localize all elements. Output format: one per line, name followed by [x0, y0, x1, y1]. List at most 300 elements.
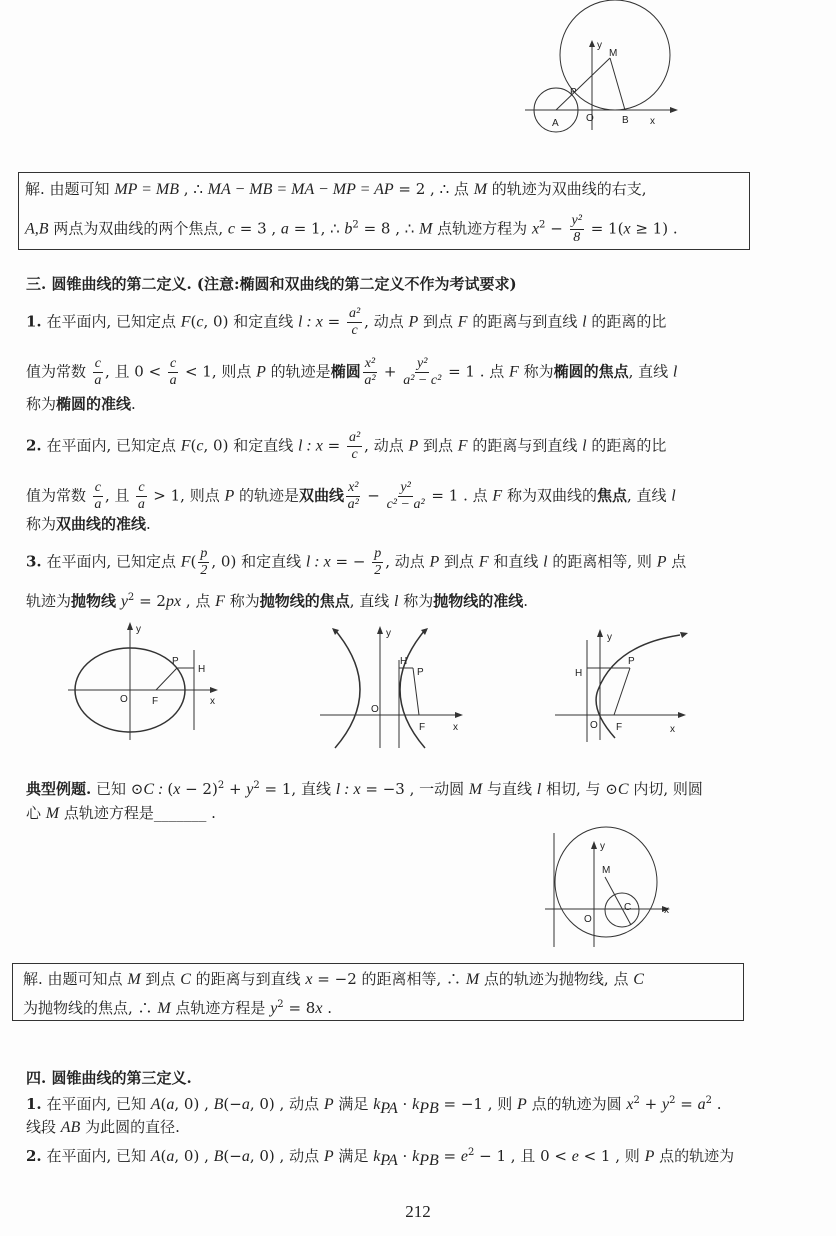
superscript: 2: [705, 1095, 712, 1106]
figure-label: P: [417, 667, 424, 678]
text-line: [26, 1091, 721, 1119]
math-symbol: x: [623, 220, 631, 238]
math-symbol: A,B: [25, 220, 49, 238]
text-run: , 0) , 动点: [249, 1147, 324, 1165]
text-run: = 1 . 点: [443, 362, 510, 381]
math-symbol: a: [166, 1148, 175, 1165]
text-run: (: [190, 436, 197, 455]
figure-label: x: [670, 724, 675, 735]
text-run: 满足: [333, 1095, 374, 1113]
figure-label: O: [590, 720, 598, 731]
text-run: 轨迹为: [26, 592, 72, 610]
text-line: [26, 1117, 180, 1138]
numerator: a²: [348, 306, 361, 321]
text-run: .: [131, 395, 136, 413]
figure-two-circles: [520, 0, 680, 135]
numerator: y²: [417, 356, 428, 371]
text-run: 称为: [26, 395, 57, 413]
math-symbol: b: [344, 220, 353, 238]
text-line: [26, 776, 703, 800]
text-run: 点轨迹方程为: [432, 219, 532, 238]
text-run: 称为: [26, 515, 57, 533]
denominator: a: [137, 497, 145, 512]
numerator: y²: [400, 480, 411, 495]
text-run: 在平面内, 已知定点: [41, 436, 181, 455]
text-run: 点的轨迹为: [654, 1147, 735, 1165]
figure-label: y: [597, 40, 602, 51]
fraction: [363, 356, 377, 389]
bold-term: 双曲线的准线: [56, 515, 147, 533]
text-line: [26, 430, 666, 463]
numerator: x²: [364, 356, 376, 371]
text-run: , 0) 和定直线: [203, 312, 298, 331]
bold-term: 双曲线: [299, 486, 345, 505]
solution-box-2: [12, 963, 744, 1021]
text-run: 到点: [140, 970, 181, 988]
figure-label: M: [602, 865, 611, 876]
denominator: 8: [573, 230, 581, 245]
figure-label: O: [586, 113, 594, 124]
text-run: .: [322, 999, 332, 1017]
text-run: 为此圆的直径.: [80, 1118, 180, 1136]
fraction: [198, 546, 209, 579]
superscript: 2: [633, 1095, 640, 1106]
subscript: PB: [419, 1152, 439, 1169]
text-run: 线段: [26, 1118, 61, 1136]
math-symbol: C: [633, 971, 644, 988]
math-symbol: x: [626, 1096, 634, 1113]
section-3-heading: 三. 圆锥曲线的第二定义. (注意:椭圆和双曲线的第二定义不作为考试要求): [26, 275, 517, 293]
math-symbol: k: [412, 1148, 420, 1165]
text-line: [25, 179, 647, 200]
text-run: 解. 由题可知点: [23, 970, 128, 988]
text-run: , 0) 和定直线: [211, 552, 306, 571]
math-symbol: B: [213, 1148, 224, 1165]
figure-label: y: [136, 624, 141, 635]
figure-label: x: [664, 905, 669, 916]
text-run: −: [362, 486, 385, 505]
math-symbol: l: [536, 781, 542, 798]
fraction: [570, 213, 584, 246]
text-line: [25, 213, 678, 246]
text-run: 在平面内, 已知: [41, 1095, 151, 1113]
text-run: (: [190, 312, 197, 331]
math-symbol: P: [656, 553, 667, 571]
math-symbol: F: [180, 313, 191, 331]
figure-label: O: [120, 694, 128, 705]
math-symbol: M: [419, 220, 433, 238]
text-run: = −: [330, 552, 371, 571]
numerator: c: [94, 356, 101, 371]
math-symbol: x: [305, 971, 313, 988]
math-symbol: P: [323, 1096, 334, 1113]
denominator: a²: [347, 497, 359, 512]
math-symbol: B: [213, 1096, 224, 1113]
text-run: − 2): [180, 780, 218, 798]
bold-term: 1.: [26, 1095, 42, 1113]
text-line: [23, 995, 332, 1019]
denominator: a: [94, 497, 102, 512]
text-line: [26, 514, 151, 534]
text-line: [26, 306, 666, 339]
bold-term: 抛物线的准线: [433, 592, 524, 610]
text-run: 点的轨迹为抛物线, 点: [479, 970, 634, 988]
text-run: 的距离与到直线: [467, 436, 583, 455]
figure-label: y: [607, 632, 612, 643]
text-run: +: [379, 362, 402, 381]
text-run: (−: [223, 1095, 242, 1113]
text-run: = 1 . 点: [426, 486, 493, 505]
superscript: 2: [352, 219, 359, 231]
text-run: +: [639, 1095, 662, 1113]
text-run: = 8 , ∴: [358, 219, 420, 238]
text-run: ·: [397, 1147, 413, 1165]
math-symbol: a: [697, 1096, 706, 1113]
text-run: 已知 ⊙: [91, 780, 144, 798]
text-run: (−: [223, 1147, 242, 1165]
text-run: 与直线: [482, 780, 537, 798]
math-symbol: l: [582, 313, 587, 331]
text-run: 点: [666, 552, 687, 571]
text-run: 的轨迹是: [265, 362, 331, 381]
math-symbol: e: [460, 1148, 468, 1165]
numerator: p: [374, 546, 382, 561]
math-symbol: F: [180, 437, 191, 455]
text-run: .: [711, 1095, 722, 1113]
text-run: , 动点: [385, 552, 430, 571]
text-run: , 0) ,: [174, 1095, 214, 1113]
fraction: [93, 480, 103, 513]
figure-label: F: [616, 722, 623, 733]
text-run: 的距离的比: [586, 312, 667, 331]
math-symbol: k: [373, 1096, 381, 1113]
math-symbol: a: [241, 1096, 250, 1113]
denominator: a² − c²: [403, 373, 442, 388]
fraction: [372, 546, 383, 579]
text-run: 的距离相等, 则: [547, 552, 657, 571]
text-run: < 1 , 则: [578, 1147, 645, 1165]
numerator: p: [200, 546, 208, 561]
math-symbol: P: [408, 437, 419, 455]
bold-term: 3.: [26, 552, 42, 571]
text-run: 点轨迹方程是: [170, 999, 271, 1017]
math-symbol: M: [45, 805, 60, 822]
superscript: 2: [539, 219, 546, 231]
text-run: = −3 , 一动圆: [360, 780, 469, 798]
denominator: c: [351, 447, 358, 462]
figure-label: B: [622, 115, 629, 126]
denominator: c² − a²: [386, 497, 425, 512]
math-symbol: MP = MB: [114, 181, 180, 198]
math-symbol: MA − MB = MA − MP = AP: [207, 181, 394, 198]
math-symbol: e: [571, 1148, 579, 1165]
figure-label: x: [210, 696, 215, 707]
text-run: = 3 ,: [234, 219, 281, 238]
math-symbol: P: [323, 1148, 334, 1165]
denominator: 2: [374, 563, 382, 578]
numerator: x²: [348, 480, 359, 495]
denominator: 2: [200, 563, 208, 578]
math-symbol: x: [531, 220, 540, 238]
figure-example: [540, 825, 680, 950]
text-run: 为抛物线的焦点, ∴: [23, 999, 158, 1017]
text-run: (: [167, 780, 174, 798]
text-run: 到点: [439, 552, 479, 571]
text-run: −: [545, 219, 568, 238]
numerator: c: [138, 480, 145, 495]
text-run: 点的轨迹为圆: [526, 1095, 627, 1113]
text-line: [26, 803, 216, 824]
math-symbol: F: [457, 437, 468, 455]
text-run: , 直线: [628, 362, 673, 381]
math-symbol: P: [224, 487, 235, 505]
math-symbol: A: [150, 1148, 161, 1165]
section-4-heading: 四. 圆锥曲线的第三定义.: [26, 1069, 192, 1087]
text-run: , ∴: [179, 180, 208, 198]
text-run: 和直线: [488, 552, 544, 571]
text-line: [26, 356, 677, 389]
text-run: ·: [397, 1095, 413, 1113]
figure-ellipse: [60, 620, 240, 745]
text-run: 的轨迹是: [234, 486, 300, 505]
text-run: 内切, 则圆: [628, 780, 703, 798]
text-run: (: [160, 1147, 167, 1165]
math-symbol: M: [157, 1000, 171, 1017]
math-symbol: l: [672, 363, 678, 381]
math-symbol: P: [429, 553, 440, 571]
math-symbol: k: [412, 1096, 420, 1113]
figure-label: H: [575, 668, 583, 679]
solution-box-1: [18, 172, 750, 250]
text-run: , 0) , 动点: [249, 1095, 324, 1113]
text-run: 两点为双曲线的两个焦点,: [48, 219, 228, 238]
math-symbol: F: [509, 363, 519, 381]
bold-term: 典型例题.: [26, 780, 92, 798]
text-run: 称为双曲线的: [502, 486, 597, 505]
figure-label: A: [552, 118, 559, 129]
fraction: [387, 480, 425, 513]
math-symbol: l : x: [335, 781, 361, 798]
text-run: , 且: [105, 486, 135, 505]
text-run: , 且 0 <: [105, 362, 166, 381]
numerator: y²: [571, 213, 582, 228]
math-symbol: M: [468, 781, 483, 798]
bold-term: 焦点: [596, 486, 627, 505]
math-symbol: y: [661, 1096, 670, 1113]
text-line: [26, 588, 528, 612]
text-run: , 动点: [364, 436, 409, 455]
superscript: 2: [127, 592, 135, 603]
text-run: 值为常数: [26, 362, 91, 381]
text-run: +: [224, 780, 247, 798]
math-symbol: C: [617, 781, 629, 798]
text-run: ≥ 1) .: [630, 219, 678, 238]
fraction: [93, 356, 103, 389]
text-run: =: [675, 1095, 698, 1113]
math-symbol: F: [492, 487, 503, 505]
figure-label: H: [198, 664, 206, 675]
text-run: .: [523, 592, 529, 610]
math-symbol: C :: [143, 781, 168, 798]
bold-term: 椭圆: [330, 362, 361, 381]
text-run: = 1, ∴: [288, 219, 345, 238]
text-run: 称为: [518, 362, 554, 381]
math-symbol: l : x: [305, 553, 331, 571]
math-symbol: l: [671, 487, 676, 505]
text-run: =: [322, 312, 345, 331]
text-run: = 1, 直线: [259, 780, 336, 798]
text-run: 的距离与到直线: [190, 970, 306, 988]
numerator: a²: [348, 430, 361, 445]
text-run: = 2: [134, 592, 166, 610]
page-number: 212: [405, 1202, 431, 1221]
figure-label: M: [609, 48, 618, 59]
text-run: 的距离与到直线: [467, 312, 583, 331]
text-run: = 2 , ∴ 点: [393, 180, 474, 198]
figure-label: C: [624, 902, 632, 913]
subscript: PB: [419, 1100, 439, 1117]
figure-label: x: [650, 116, 655, 127]
math-symbol: C: [180, 971, 191, 988]
math-symbol: F: [478, 553, 489, 571]
text-run: , 直线: [349, 592, 395, 610]
denominator: a²: [364, 373, 376, 388]
subscript: PA: [380, 1152, 398, 1169]
text-run: 到点: [418, 436, 458, 455]
text-run: , 0) ,: [174, 1147, 214, 1165]
math-symbol: k: [373, 1148, 381, 1165]
bold-term: 2.: [26, 436, 42, 455]
denominator: a: [94, 373, 102, 388]
text-line: [26, 480, 676, 513]
bold-term: 抛物线: [71, 592, 117, 610]
figure-label: P: [570, 87, 577, 98]
math-symbol: x: [315, 1000, 323, 1017]
superscript: 2: [277, 999, 284, 1010]
figure-label: P: [172, 656, 179, 667]
numerator: c: [169, 356, 177, 371]
fraction: [168, 356, 178, 389]
figure-label: x: [453, 722, 458, 733]
math-symbol: c: [196, 437, 204, 455]
math-symbol: y: [246, 781, 254, 798]
text-run: , 点: [181, 592, 216, 610]
math-symbol: y: [120, 593, 128, 610]
fraction: [136, 480, 146, 513]
text-line: [26, 546, 686, 579]
text-run: 到点: [418, 312, 458, 331]
figure-parabola: [550, 620, 690, 745]
superscript: 2: [253, 780, 260, 791]
math-symbol: M: [465, 971, 480, 988]
fraction: [346, 480, 360, 513]
bold-term: 抛物线的焦点: [259, 592, 350, 610]
math-symbol: l: [582, 437, 587, 455]
bold-term: 椭圆的焦点: [553, 362, 629, 381]
math-symbol: c: [196, 313, 204, 331]
math-symbol: P: [644, 1148, 655, 1165]
text-run: 心: [26, 804, 46, 822]
math-symbol: a: [280, 220, 289, 238]
text-run: − 1 , 且 0 <: [474, 1147, 572, 1165]
math-symbol: F: [215, 593, 225, 610]
figure-label: P: [628, 656, 635, 667]
math-symbol: px: [165, 593, 182, 610]
math-symbol: P: [408, 313, 419, 331]
figure-label: y: [386, 628, 391, 639]
subscript: PA: [380, 1100, 398, 1117]
text-run: 在平面内, 已知: [41, 1147, 151, 1165]
math-symbol: y: [270, 1000, 278, 1017]
superscript: 2: [217, 780, 225, 791]
math-symbol: F: [180, 553, 191, 571]
text-run: 满足: [333, 1147, 374, 1165]
figure-hyperbola: [315, 620, 475, 750]
text-run: 的距离的比: [586, 436, 667, 455]
fraction: [403, 356, 441, 389]
math-symbol: AB: [60, 1119, 81, 1136]
figure-label: y: [600, 841, 605, 852]
text-run: < 1, 则点: [180, 362, 257, 381]
bold-term: 2.: [26, 1147, 42, 1165]
text-run: 在平面内, 已知定点: [41, 552, 181, 571]
math-symbol: l: [543, 553, 548, 571]
text-run: =: [438, 1147, 461, 1165]
text-run: 在平面内, 已知定点: [41, 312, 181, 331]
text-run: 称为: [224, 592, 260, 610]
math-symbol: a: [241, 1148, 250, 1165]
figure-label: H: [400, 656, 408, 667]
math-symbol: l : x: [297, 437, 323, 455]
numerator: c: [94, 480, 101, 495]
math-symbol: l: [394, 593, 399, 610]
figure-label: F: [152, 696, 159, 707]
text-line: [23, 969, 644, 990]
denominator: c: [351, 323, 358, 338]
text-run: (: [190, 552, 197, 571]
text-run: , 0) 和定直线: [203, 436, 298, 455]
text-run: , 直线: [626, 486, 672, 505]
text-run: > 1, 则点: [148, 486, 225, 505]
text-run: , 动点: [364, 312, 409, 331]
math-symbol: M: [127, 971, 141, 988]
math-symbol: c: [227, 220, 235, 238]
text-run: 值为常数: [26, 486, 91, 505]
figure-label: F: [419, 722, 426, 733]
denominator: a: [169, 373, 177, 388]
math-symbol: x: [173, 781, 181, 798]
math-symbol: P: [517, 1096, 527, 1113]
text-run: 点轨迹方程是_______ .: [59, 804, 216, 822]
text-run: = 8: [283, 999, 316, 1017]
math-symbol: A: [150, 1096, 161, 1113]
text-run: 解. 由题可知: [25, 180, 115, 198]
text-run: 相切, 与 ⊙: [541, 780, 618, 798]
superscript: 2: [467, 1147, 475, 1158]
text-run: 称为: [398, 592, 434, 610]
text-run: (: [160, 1095, 167, 1113]
fraction: [347, 430, 362, 463]
text-run: 的轨迹为双曲线的右支,: [487, 180, 647, 198]
text-line: [26, 1143, 734, 1171]
text-run: = 1(: [585, 219, 624, 238]
fraction: [347, 306, 362, 339]
figure-label: O: [584, 914, 592, 925]
text-run: =: [322, 436, 345, 455]
math-symbol: M: [473, 181, 488, 198]
text-run: = −2 的距离相等, ∴: [312, 970, 466, 988]
math-symbol: l : x: [297, 313, 323, 331]
